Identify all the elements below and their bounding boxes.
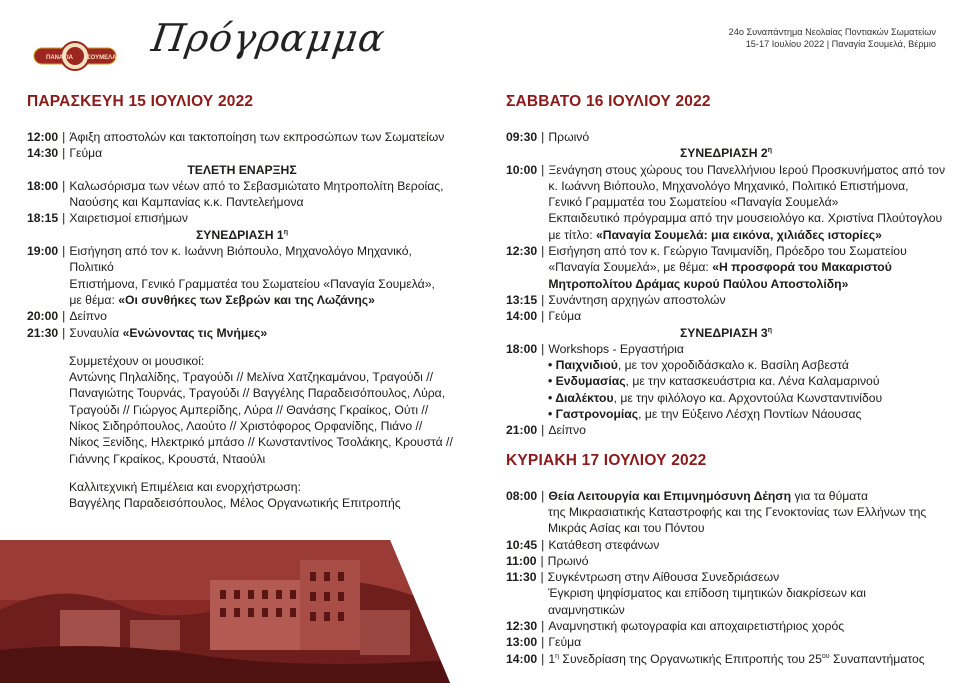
schedule-row: 09:30 | Πρωινό (506, 130, 590, 144)
schedule-row: 14:30 | Γεύμα (27, 145, 457, 161)
schedule-row: 13:15 | Συνάντηση αρχηγών αποστολών (506, 292, 726, 307)
event-title: 24ο Συναπάντημα Νεολαίας Ποντιακών Σωματείων (728, 27, 936, 37)
saturday-title: ΣΑΒΒΑΤΟ 16 ΙΟΥΛΙΟΥ 2022 (506, 93, 711, 110)
time: 20:00 (27, 309, 59, 324)
activity: Άφιξη αποστολών και τακτοποίηση των εκπροσώπων των Σωματείων (69, 130, 445, 144)
time: 14:30 (27, 146, 59, 161)
event-info (729, 26, 936, 50)
schedule-row: 18:00 | Workshops - Εργαστήρια (506, 341, 684, 356)
schedule-row: 11:00 | Πρωινό (506, 553, 589, 568)
workshop-item: • Γαστρονομίας, με την Εύξεινο Λέσχη Ποντίων Νάουσας (548, 407, 862, 422)
activity-cont: της Μικρασιατικής Καταστροφής και της Γενοκτονίας των Ελλήνων της (548, 504, 927, 519)
activity: Δείπνο (69, 309, 107, 324)
time: 21:30 (27, 325, 59, 340)
logo-text-right: ΣΟΥΜΕΛΑ (87, 55, 117, 61)
activity: Καλωσόρισμα των νέων από το Σεβασμιώτατο Μητροπολίτη Βεροίας, (69, 178, 444, 193)
schedule-row: 10:45 | Κατάθεση στεφάνων (506, 537, 660, 552)
musicians-list: Συμμετέχουν οι μουσικοί: Αντώνης Πηλαλίδης, Τραγούδι // Μελίνα Χατζηκαμάνου, Τραγούδι // Παναγιώτης Τουρνάς, Τραγούδι // Βαγγέλης Παραδεισόπουλος, Λύρα, Τραγούδι // Γιώργος Αμπερίδης, Λύρα // Θανάσης Γκραίκος, Ούτι // Νίκος Σιδηρόπουλος, Λαούτο // Χριστόφορος Ορφανίδης, Πιάνο // Νίκος Ξενίδης, Ηλεκτρικό μπάσο // Κωνσταντίνος Τσολάκης, Κρουστά // Γιάννης Γκραίκος, Κρουστά, Νταούλι Καλλιτεχνική Επιμέλεια και ενορχήστρωση: Βαγγέλης Παραδεισόπουλος, Μέλος Οργανωτικής Επιτροπής (69, 353, 453, 511)
time: 18:00 (27, 178, 59, 193)
schedule-row: 19:00 | Εισήγηση από τον κ. Ιωάννη Βιόπουλο, Μηχανολόγο Μηχανικό, Πολιτικό Επιστήμονα, Γενικό Γραμματέα του Σωματείου «Παναγία Σουμελά», με θέμα: «Οι συνθήκες των Σεβρών και της Λωζάνης» (27, 244, 435, 307)
session-2-heading: ΣΥΝΕΔΡΙΑΣΗ $2^\eta$ (679, 146, 772, 161)
schedule-row: 21:00 | Δείπνο (506, 423, 586, 438)
friday-title: ΠΑΡΑΣΚΕΥΗ 15 ΙΟΥΛΙΟΥ 2022 (27, 93, 254, 110)
workshop-item: • Ενδυμασίας, με την κατασκευάστρια κα. Λένα Καλαμαρινού (548, 374, 880, 389)
schedule-row: 12:30 | Αναμνηστική φωτογραφία και αποχαιρετιστήριος χορός (506, 619, 845, 634)
schedule-row: 18:00 | Καλωσόρισμα των νέων από το Σεβασμιώτατο Μητροπολίτη Βεροίας, Ναούσης και Καμπανίας κ.κ. Παντελεήμονα (27, 178, 444, 210)
soumela-logo (30, 34, 120, 78)
activity: Χαιρετισμοί επισήμων (69, 211, 189, 226)
session-1-heading: ΣΥΝΕΔΡΙΑΣΗ $1^\eta$ (195, 227, 288, 242)
schedule-row: 14:00 | Γεύμα (506, 309, 582, 324)
session-3-heading: ΣΥΝΕΔΡΙΑΣΗ $3^\eta$ (679, 325, 772, 340)
schedule-row: 13:00 | Γεύμα (506, 635, 582, 650)
topic: «Οι συνθήκες των Σεβρών και της Λωζάνης» (118, 292, 375, 307)
schedule-row: 08:00 | Θεία Λειτουργία και Επιμνημόσυνη Δέηση για τα θύματα (506, 488, 868, 503)
schedule-row: 18:15 | Χαιρετισμοί επισήμων (27, 210, 457, 226)
event-subtitle: 15-17 Ιουλίου 2022 | Παναγία Σουμελά, Βέρμιο (745, 39, 936, 49)
schedule-row: 21:30 | Συναυλία «Ενώνοντας τις Μνήμες» (27, 325, 268, 340)
activity-cont: Μικράς Ασίας και του Πόντου (548, 521, 705, 536)
schedule-row: 14:00 | $1^\eta$ Συνεδρίαση της Οργανωτικής Επιτροπής του $25^{o\upsilon}$ Συναπαντήματος (506, 651, 925, 666)
ceremony-heading: ΤΕΛΕΤΗ ΕΝΑΡΞΗΣ (187, 162, 297, 177)
script-title: Πρόγραμμα (148, 16, 389, 60)
weekend-column (506, 92, 946, 667)
logo-text-left: ΠΑΝΑΓΙΑ (46, 55, 73, 61)
workshop-item: • Παιχνιδιού, με τον χοροδιδάσκαλο κ. Βασίλη Ασβεστά (548, 358, 849, 373)
activity: Γεύμα (69, 146, 103, 161)
sunday-title: ΚΥΡΙΑΚΗ 17 ΙΟΥΛΙΟΥ 2022 (506, 451, 707, 469)
concert-title: «Ενώνοντας τις Μνήμες» (122, 325, 268, 340)
workshop-item: • Διαλέκτου, με την φιλόλογο κα. Αρχοντούλα Κωνσταντινίδου (548, 390, 883, 405)
time: 18:15 (27, 211, 59, 226)
activity-cont: Έγκριση ψηφίσματος και επίδοση τιμητικών διακρίσεων και αναμνηστικών (548, 586, 867, 617)
time: 12:00 (27, 130, 59, 144)
time: 19:00 (27, 244, 59, 259)
schedule-row: 12:00 | Άφιξη αποστολών και τακτοποίηση των εκπροσώπων των Σωματείων (27, 129, 457, 145)
schedule-row: 20:00 | Δείπνο (27, 308, 457, 324)
monastery-photo (0, 540, 450, 683)
activity-cont: Ναούσης και Καμπανίας κ.κ. Παντελεήμονα (69, 195, 304, 210)
schedule-row: 11:30 | Συγκέντρωση στην Αίθουσα Συνεδριάσεων (506, 570, 780, 585)
schedule-row: 10:00 | Ξενάγηση στους χώρους του Πανελλήνιου Ιερού Προσκυνήματος από τον κ. Ιωάννη Βιόπουλο, Μηχανολόγο Μηχανικό, Πολιτικό Επιστήμονα, Γενικό Γραμματέα του Σωματείου «Παναγία Σουμελά» Εκπαιδευτικό πρόγραμμα από την μουσειολόγο κα. Χριστίνα Πλούτογλου με τίτλο: «Παναγία Σουμελά: μια εικόνα, χιλιάδες ιστορίες» (506, 162, 946, 242)
friday-column (27, 92, 457, 512)
schedule-row: 12:30 | Εισήγηση από τον κ. Γεώργιο Τανιμανίδη, Πρόεδρο του Σωματείου «Παναγία Σουμελά», με θέμα: «Η προσφορά του Μακαριστού Μητροπολίτου Δράμας κυρού Παύλου Αποστολίδη» (506, 244, 907, 291)
